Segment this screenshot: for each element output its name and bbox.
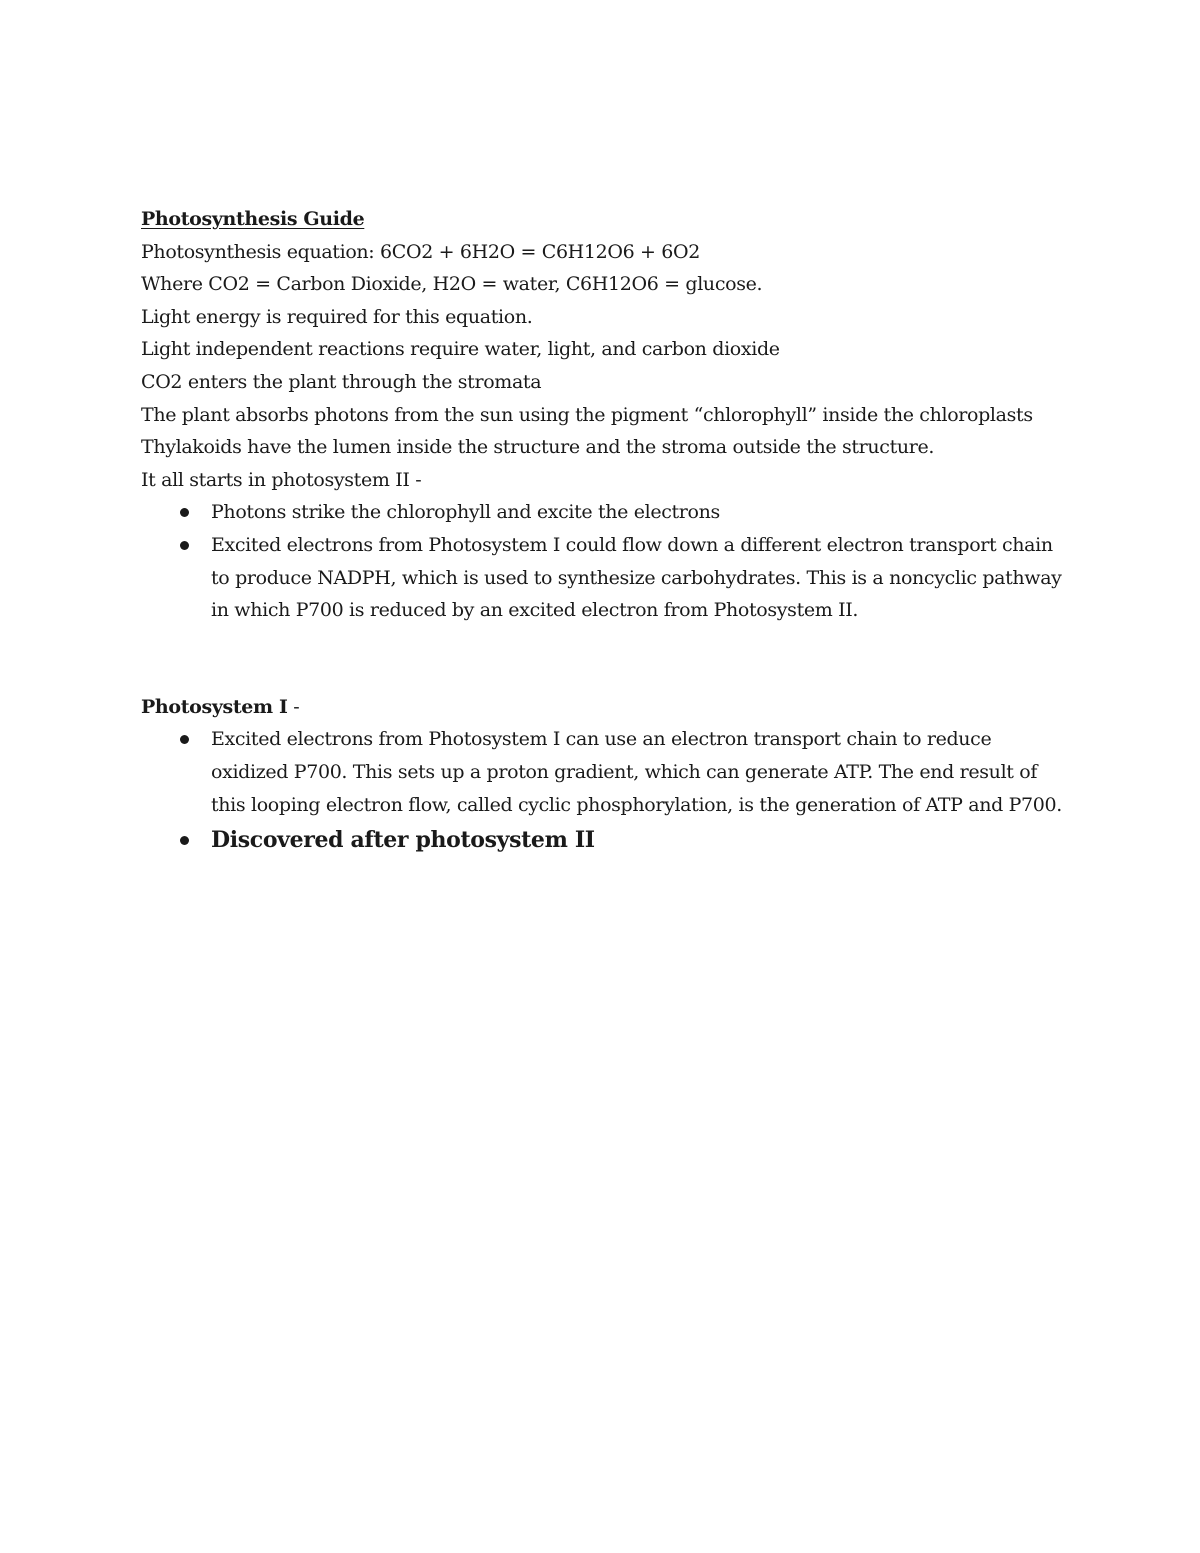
list-item [141,821,1071,859]
list-item-text: Excited electrons from Photosystem I could flow down a different electron transport chain to produce NADPH, which is used to synthesize carbohydrates. This is a noncyclic pathway in which P700 is reduced by an excited electron from Photosystem II. [211,533,1062,622]
equation-line: Photosynthesis equation: 6CO2 + 6H2O = C6H12O6 + 6O2 [141,240,700,263]
photosystem-ii-intro: It all starts in photosystem II - [141,468,422,491]
photosystem-i-heading-text: Photosystem I [141,695,288,718]
photosystem-i-heading [141,691,1071,724]
bullet-icon [180,508,189,517]
list-item-text: Excited electrons from Photosystem I can use an electron transport chain to reduce oxidized P700. This sets up a proton gradient, which can generate ATP. The end result of this looping electron flow, called cyclic phosphorylation, is the generation of ATP and P700. [211,728,1062,816]
thylakoid-line: Thylakoids have the lumen inside the structure and the stroma outside the structure. [141,436,935,459]
list-item-text: Photons strike the chlorophyll and excite the electrons [211,501,720,524]
bullet-icon [180,735,189,744]
photon-absorption-line: The plant absorbs photons from the sun using the pigment “chlorophyll” inside the chloroplasts [141,403,1033,426]
list-item [141,723,1071,821]
definitions-line: Where CO2 = Carbon Dioxide, H2O = water, C6H12O6 = glucose. [141,273,763,296]
document-body [141,203,1071,859]
document-title: Photosynthesis Guide [141,208,365,230]
list-item-text: Discovered after photosystem II [211,827,595,854]
light-energy-line: Light energy is required for this equation. [141,305,533,328]
photosystem-i-list [141,723,1071,859]
photosystem-i-heading-suffix: - [287,695,300,718]
bullet-icon [180,541,189,550]
co2-entry-line: CO2 enters the plant through the stromata [141,370,542,393]
bullet-icon [180,836,189,845]
blank-space [141,627,1071,691]
list-item [141,496,1071,529]
photosystem-ii-list [141,496,1071,626]
list-item [141,529,1071,627]
light-independent-line: Light independent reactions require water, light, and carbon dioxide [141,338,780,361]
